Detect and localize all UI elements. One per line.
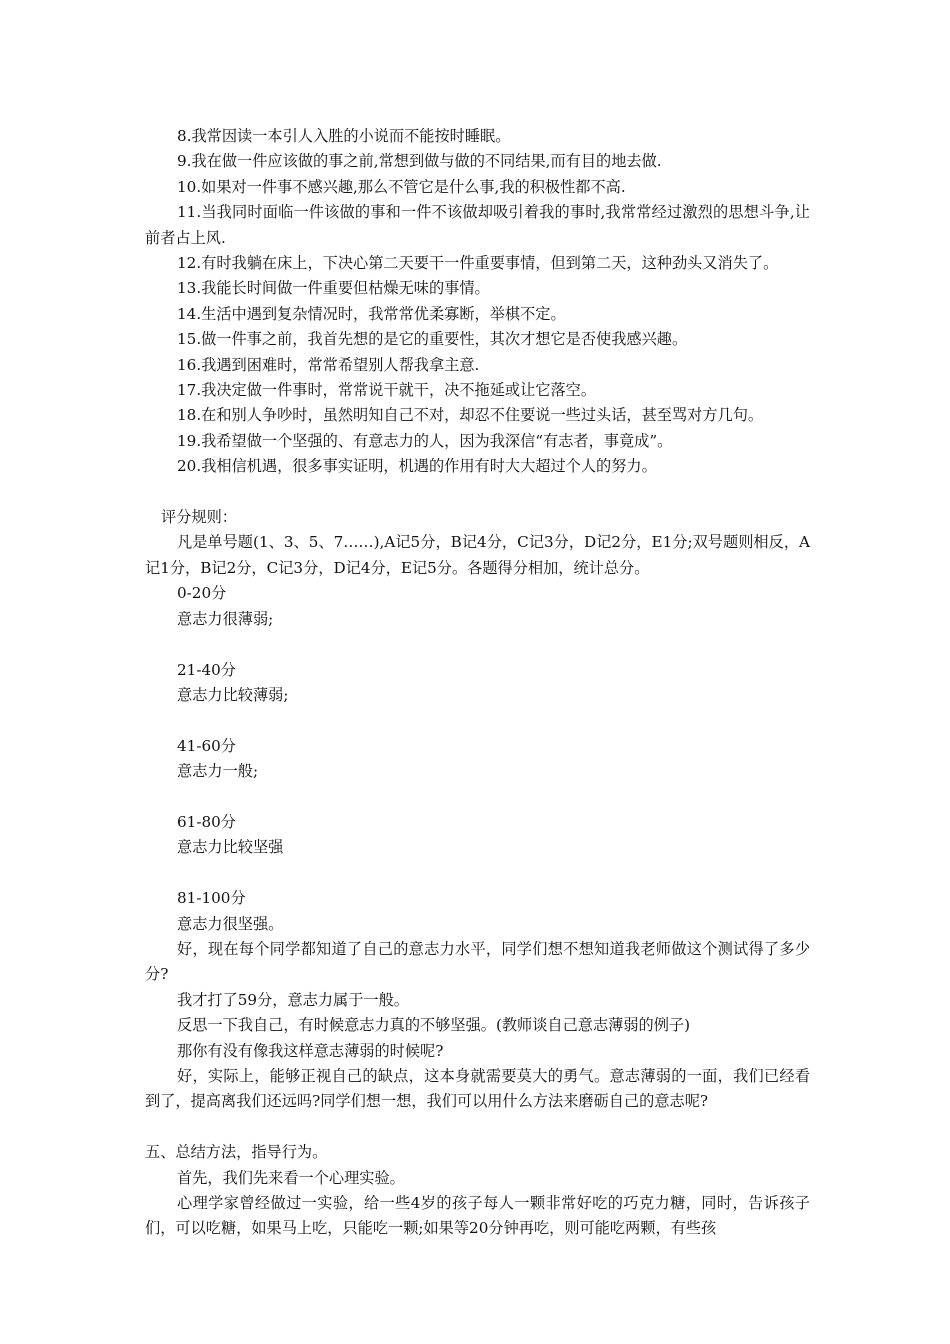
score-range: 61-80分 <box>177 812 236 831</box>
question-12: 12.有时我躺在床上，下决心第二天要干一件重要事情，但到第二天，这种劲头又消失了。 <box>177 254 779 273</box>
blank-line <box>145 785 810 810</box>
score-range: 0-20分 <box>177 584 227 603</box>
question-11: 11.当我同时面临一件该做的事和一件不该做却吸引着我的事时,我常常经过激烈的思想斗争,让前者占上风. <box>145 203 810 247</box>
score-desc: 意志力比较坚强 <box>177 838 284 857</box>
score-desc: 意志力很坚强。 <box>177 914 284 933</box>
blank-line <box>145 480 810 505</box>
blank-line <box>145 1115 810 1140</box>
score-range: 81-100分 <box>177 889 246 908</box>
blank-line <box>145 632 810 657</box>
question-20: 20.我相信机遇，很多事实证明，机遇的作用有时大大超过个人的努力。 <box>177 457 657 476</box>
blank-line <box>145 861 810 886</box>
blank-line <box>145 708 810 733</box>
question-8: 8.我常因读一本引人入胜的小说而不能按时睡眠。 <box>177 127 511 145</box>
question-17: 17.我决定做一件事时，常常说干就干，决不拖延或让它落空。 <box>177 381 597 400</box>
score-desc: 意志力比较薄弱; <box>177 685 289 704</box>
discussion-paragraph: 好，现在每个同学都知道了自己的意志力水平，同学们想不想知道我老师做这个测试得了多少分? <box>145 939 810 984</box>
question-19: 19.我希望做一个坚强的、有意志力的人，因为我深信“有志者，事竟成”。 <box>177 431 673 450</box>
question-10: 10.如果对一件事不感兴趣,那么不管它是什么事,我的积极性都不高. <box>177 177 626 196</box>
discussion-paragraph: 我才打了59分，意志力属于一般。 <box>177 990 409 1009</box>
question-18: 18.在和别人争吵时，虽然明知自己不对，却忍不住要说一些过头话，甚至骂对方几句。 <box>177 406 764 425</box>
question-13: 13.我能长时间做一件重要但枯燥无味的事情。 <box>177 279 490 298</box>
section-heading: 五、总结方法，指导行为。 <box>145 1143 328 1162</box>
score-desc: 意志力很薄弱; <box>177 609 274 628</box>
question-9: 9.我在做一件应该做的事之前,常想到做与做的不同结果,而有目的地去做. <box>177 152 662 171</box>
discussion-paragraph: 那你有没有像我这样意志薄弱的时候呢? <box>177 1041 444 1060</box>
score-range: 21-40分 <box>177 660 236 679</box>
score-desc: 意志力一般; <box>177 762 259 781</box>
discussion-paragraph: 好，实际上，能够正视自己的缺点，这本身就需要莫大的勇气。意志薄弱的一面，我们已经看到了，提高离我们还远吗?同学们想一想，我们可以用什么方法来磨砺自己的意志呢? <box>145 1066 810 1111</box>
section-paragraph: 首先，我们先来看一个心理实验。 <box>177 1168 405 1187</box>
discussion-paragraph: 反思一下我自己，有时候意志力真的不够坚强。(教师谈自己意志薄弱的例子) <box>177 1016 691 1035</box>
scoring-heading: 评分规则： <box>161 508 237 527</box>
score-range: 41-60分 <box>177 736 236 755</box>
document-body <box>145 124 810 1242</box>
scoring-rule: 凡是单号题(1、3、5、7……),A记5分，B记4分，C记3分，D记2分，E1分;双号题则相反，A记1分，B记2分，C记3分，D记4分，E记5分。各题得分相加，统计总分。 <box>145 533 810 577</box>
question-16: 16.我遇到困难时，常常希望别人帮我拿主意. <box>177 355 480 374</box>
question-14: 14.生活中遇到复杂情况时，我常常优柔寡断，举棋不定。 <box>177 304 566 323</box>
section-paragraph: 心理学家曾经做过一实验，给一些4岁的孩子每人一颗非常好吃的巧克力糖，同时，告诉孩子们，可以吃糖，如果马上吃，只能吃一颗;如果等20分钟再吃，则可能吃两颗，有些孩 <box>145 1193 810 1238</box>
question-15: 15.做一件事之前，我首先想的是它的重要性，其次才想它是否使我感兴趣。 <box>177 330 688 349</box>
